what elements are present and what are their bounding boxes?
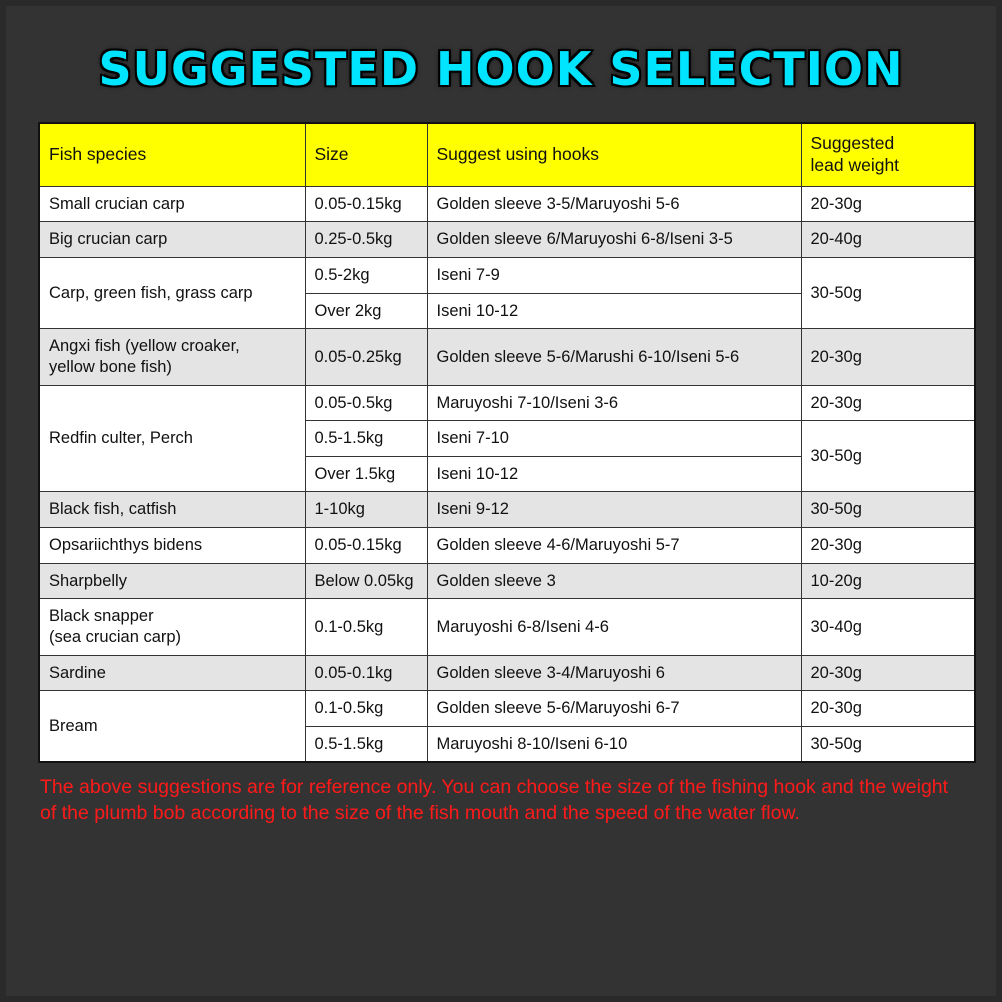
cell-size: 0.5-1.5kg — [305, 421, 427, 457]
column-header-species: Fish species — [39, 123, 305, 186]
cell-hooks: Golden sleeve 4-6/Maruyoshi 5-7 — [427, 528, 801, 564]
cell-size: Over 2kg — [305, 293, 427, 329]
page-title: SUGGESTED HOOK SELECTION — [98, 42, 904, 96]
cell-species: Sharpbelly — [39, 563, 305, 599]
cell-species: Sardine — [39, 655, 305, 691]
column-header-lead-weight-line2: lead weight — [810, 154, 900, 175]
table-row — [39, 222, 975, 258]
table-body — [39, 186, 975, 762]
cell-size: 0.25-0.5kg — [305, 222, 427, 258]
cell-size: 0.05-0.15kg — [305, 528, 427, 564]
table-row — [39, 186, 975, 222]
table-row — [39, 329, 975, 385]
cell-hooks: Golden sleeve 3 — [427, 563, 801, 599]
cell-species: Small crucian carp — [39, 186, 305, 222]
cell-size: 1-10kg — [305, 492, 427, 528]
cell-species-line2: (sea crucian carp) — [49, 627, 182, 646]
cell-lead-weight: 30-50g — [801, 726, 975, 762]
cell-hooks: Iseni 7-10 — [427, 421, 801, 457]
cell-lead-weight: 30-50g — [801, 421, 975, 492]
cell-size: 0.05-0.1kg — [305, 655, 427, 691]
cell-size: 0.1-0.5kg — [305, 599, 427, 655]
cell-hooks: Golden sleeve 5-6/Maruyoshi 6-7 — [427, 691, 801, 727]
cell-size: Below 0.05kg — [305, 563, 427, 599]
cell-size: 0.5-1.5kg — [305, 726, 427, 762]
cell-lead-weight: 20-30g — [801, 385, 975, 421]
table-row — [39, 385, 975, 421]
table-row — [39, 691, 975, 727]
table-row — [39, 563, 975, 599]
cell-hooks: Maruyoshi 8-10/Iseni 6-10 — [427, 726, 801, 762]
cell-species-line2: yellow bone fish) — [49, 357, 172, 376]
cell-species — [39, 329, 305, 385]
cell-species: Bream — [39, 691, 305, 763]
cell-lead-weight: 20-30g — [801, 691, 975, 727]
cell-hooks: Golden sleeve 3-4/Maruyoshi 6 — [427, 655, 801, 691]
column-header-lead-weight — [801, 123, 975, 186]
cell-size: 0.1-0.5kg — [305, 691, 427, 727]
table-header-row — [39, 123, 975, 186]
cell-lead-weight: 30-50g — [801, 492, 975, 528]
cell-species: Big crucian carp — [39, 222, 305, 258]
cell-lead-weight: 10-20g — [801, 563, 975, 599]
cell-species: Black fish, catfish — [39, 492, 305, 528]
cell-hooks: Iseni 10-12 — [427, 456, 801, 492]
cell-size: 0.05-0.5kg — [305, 385, 427, 421]
hook-selection-table — [38, 122, 976, 763]
cell-lead-weight: 30-40g — [801, 599, 975, 655]
table-row — [39, 258, 975, 294]
disclaimer-note: The above suggestions are for reference only. You can choose the size of the fishing hook and the weight of the plumb bob according to the size of the fish mouth and the speed of the water flow. — [40, 776, 949, 825]
cell-species-line1: Angxi fish (yellow croaker, — [49, 337, 240, 356]
cell-size: Over 1.5kg — [305, 456, 427, 492]
cell-hooks: Iseni 9-12 — [427, 492, 801, 528]
cell-hooks: Iseni 10-12 — [427, 293, 801, 329]
cell-lead-weight: 30-50g — [801, 258, 975, 329]
cell-species: Redfin culter, Perch — [39, 385, 305, 492]
table-row — [39, 655, 975, 691]
cell-species: Carp, green fish, grass carp — [39, 258, 305, 329]
cell-hooks: Golden sleeve 3-5/Maruyoshi 5-6 — [427, 186, 801, 222]
cell-size: 0.05-0.25kg — [305, 329, 427, 385]
cell-lead-weight: 20-30g — [801, 186, 975, 222]
column-header-size: Size — [305, 123, 427, 186]
cell-hooks: Golden sleeve 6/Maruyoshi 6-8/Iseni 3-5 — [427, 222, 801, 258]
table-row — [39, 599, 975, 655]
cell-species — [39, 599, 305, 655]
hook-selection-table-container — [38, 122, 964, 763]
cell-size: 0.05-0.15kg — [305, 186, 427, 222]
cell-lead-weight: 20-30g — [801, 329, 975, 385]
cell-lead-weight: 20-30g — [801, 655, 975, 691]
cell-lead-weight: 20-40g — [801, 222, 975, 258]
cell-hooks: Maruyoshi 6-8/Iseni 4-6 — [427, 599, 801, 655]
cell-hooks: Golden sleeve 5-6/Marushi 6-10/Iseni 5-6 — [427, 329, 801, 385]
column-header-lead-weight-line1: Suggested — [810, 133, 895, 153]
table-header — [39, 123, 975, 186]
table-row — [39, 492, 975, 528]
cell-species: Opsariichthys bidens — [39, 528, 305, 564]
cell-species-line1: Black snapper — [49, 607, 154, 626]
cell-hooks: Iseni 7-9 — [427, 258, 801, 294]
cell-size: 0.5-2kg — [305, 258, 427, 294]
cell-lead-weight: 20-30g — [801, 528, 975, 564]
column-header-hooks: Suggest using hooks — [427, 123, 801, 186]
cell-hooks: Maruyoshi 7-10/Iseni 3-6 — [427, 385, 801, 421]
table-row — [39, 528, 975, 564]
